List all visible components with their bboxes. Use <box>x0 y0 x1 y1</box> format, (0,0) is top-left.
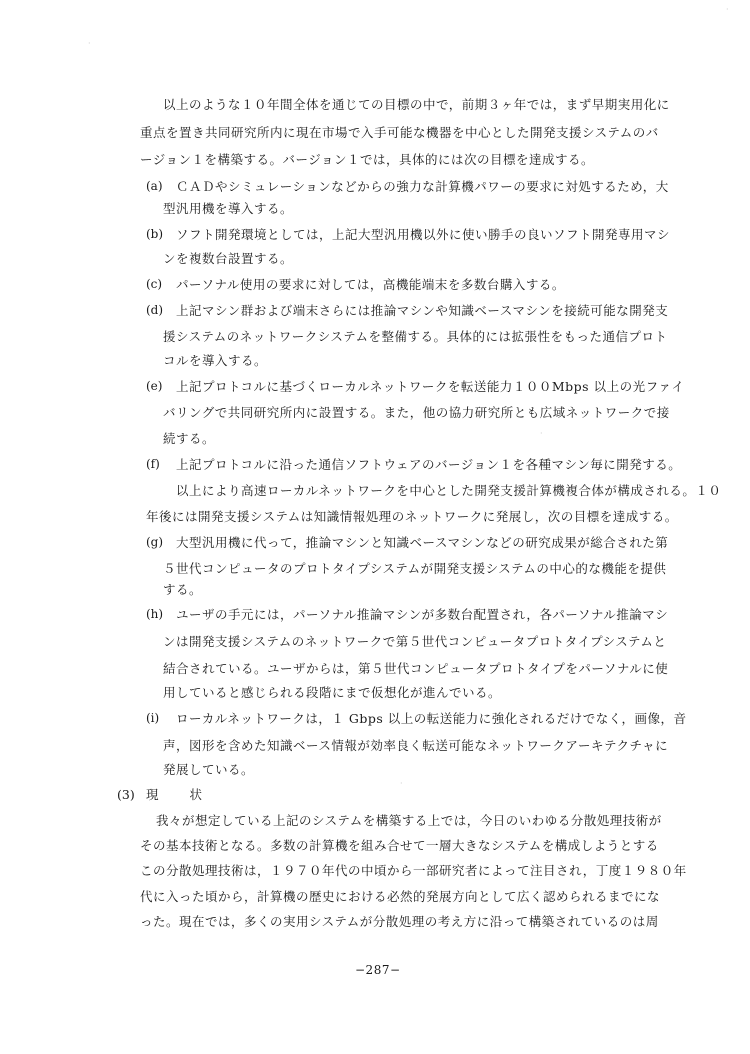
item-g-line-3: する。 <box>163 582 203 597</box>
item-f-marker: (f) <box>146 457 160 471</box>
item-a-line-2: 型汎用機を導入する。 <box>163 201 294 216</box>
item-b-line-2: ンを複数台設置する。 <box>163 251 294 266</box>
middle-line-2: 年後には開発支援システムは知識情報処理のネットワークに発展し，次の目標を達成する。 <box>146 509 678 524</box>
item-i-line-2: 声，図形を含めた知識ベース情報が効率良く転送可能なネットワークアーキテクチャに <box>163 738 669 753</box>
item-g-line-2: ５世代コンピュータのプロトタイプシステムが開発支援システムの中心的な機能を提供 <box>163 561 667 576</box>
section-3-number: (3) <box>117 787 135 802</box>
item-g-line-1: 大型汎用機に代って，推論マシンと知識ベースマシンなどの研究成果が総合された第 <box>176 535 669 550</box>
item-h-line-3: 結合されている。ユーザからは，第５世代コンピュータプロトタイプをパーソナルに使 <box>163 661 669 676</box>
item-h-line-2: ンは開発支援システムのネットワークで第５世代コンピュータプロトタイプシステムと <box>163 634 667 649</box>
page-number: −287− <box>355 963 401 977</box>
intro-line-2: 重点を置き共同研究所内に現在市場で入手可能な機器を中心とした開発支援システムのバ <box>140 125 659 140</box>
item-i-line-1: ローカルネットワークは，１ Gbps 以上の転送能力に強化されるだけでなく，画像，音 <box>176 711 687 726</box>
section-3-line-5: った。現在では，多くの実用システムが分散処理の考え方に沿って構築されているのは周 <box>140 914 659 929</box>
item-d-line-1: 上記マシン群および端末さらには推論マシンや知識ベースマシンを接続可能な開発支 <box>176 303 669 318</box>
item-e-line-2: バリングで共同研究所内に設置する。また，他の協力研究所とも広域ネットワークで接 <box>163 405 670 420</box>
item-h-marker: (h) <box>146 607 164 621</box>
item-b-line-1: ソフト開発環境としては，上記大型汎用機以外に使い勝手の良いソフト開発専用マシ <box>176 227 671 242</box>
scan-speck: · <box>540 429 543 438</box>
intro-line-1: 以上のような１０年間全体を通じての目標の中で，前期３ヶ年では，まず早期実用化に <box>163 97 670 112</box>
item-e-line-3: 続する。 <box>163 431 216 446</box>
intro-line-3: ージョン１を構築する。バージョン１では，具体的には次の目標を達成する。 <box>140 152 595 167</box>
item-b-marker: (b) <box>146 227 164 241</box>
item-d-line-3: コルを導入する。 <box>163 353 268 368</box>
section-3-title: 現 状 <box>146 787 205 802</box>
section-3-line-1: 我々が想定している上記のシステムを構築する上では，今日のいわゆる分散処理技術が <box>156 813 662 828</box>
item-g-marker: (g) <box>146 535 164 549</box>
item-d-line-2: 援システムのネットワークシステムを整備する。具体的には拡張性をもった通信プロト <box>163 329 668 344</box>
item-e-marker: (e) <box>146 379 163 393</box>
item-c-marker: (c) <box>146 277 163 291</box>
scan-speck: · <box>726 5 729 14</box>
item-h-line-1: ユーザの手元には，パーソナル推論マシンが多数台配置され，各パーソナル推論マシ <box>176 607 669 622</box>
item-a-marker: (a) <box>146 179 163 193</box>
middle-line-1: 以上により高速ローカルネットワークを中心とした開発支援計算機複合体が構成される。１０ <box>176 483 722 498</box>
item-f-line-1: 上記プロトコルに沿った通信ソフトウェアのバージョン１を各種マシン毎に開発する。 <box>176 457 682 472</box>
item-i-marker: (i) <box>146 711 160 725</box>
scan-speck: · <box>400 779 403 788</box>
item-c-line-1: パーソナル使用の要求に対しては，高機能端末を多数台購入する。 <box>176 277 565 292</box>
item-e-line-1: 上記プロトコルに基づくローカルネットワークを転送能力１００Mbps 以上の光ファイ <box>176 379 685 394</box>
item-h-line-4: 用していると感じられる段階にまで仮想化が進んでいる。 <box>163 685 502 700</box>
section-3-line-3: この分散処理技術は，１９７０年代の中頃から一部研究者によって注目され，丁度１９８０年 <box>140 863 687 878</box>
scan-speck: · <box>88 39 91 48</box>
item-d-marker: (d) <box>146 303 164 317</box>
item-a-line-1: ＣＡＤやシミュレーションなどからの強力な計算機パワーの要求に対処するため，大 <box>176 179 669 194</box>
section-3-line-4: 代に入った頃から，計算機の歴史における必然的発展方向として広く認められるまでにな <box>140 889 661 904</box>
item-i-line-3: 発展している。 <box>163 762 255 777</box>
section-3-line-2: その基本技術となる。多数の計算機を組み合せて一層大きなシステムを構成しようとする <box>140 838 659 853</box>
